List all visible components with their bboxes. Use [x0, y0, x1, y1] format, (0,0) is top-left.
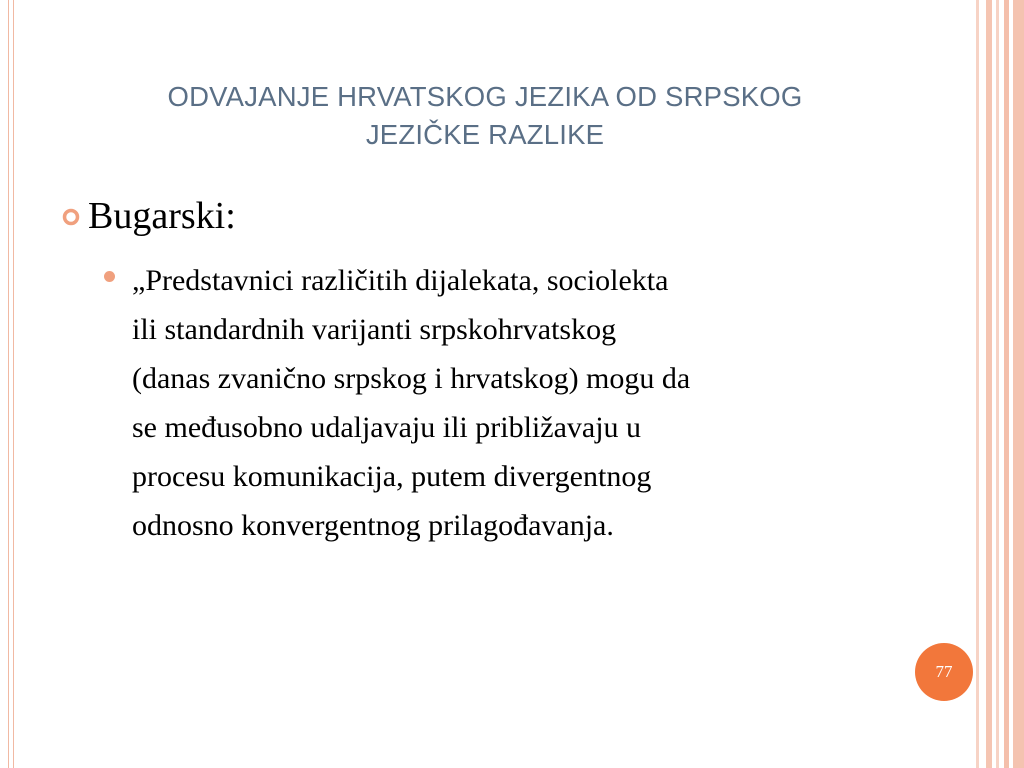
left-border-line-inner	[13, 0, 14, 768]
slide-title-line-2: JEZIČKE RAZLIKE	[365, 119, 605, 150]
quote-line-4: se međusobno udaljavaju ili približavaju u	[132, 411, 642, 444]
slide-title-line-1: ODVAJANJE HRVATSKOG JEZIKA OD SRPSKOG	[167, 81, 803, 112]
heading-bullet-item	[62, 194, 236, 238]
quote-line-1: „Predstavnici različitih dijalekata, sociolekta	[132, 264, 669, 297]
quote-bullet-item	[104, 256, 894, 550]
right-stripe-3	[996, 0, 999, 768]
quote-line-6: odnosno konvergentnog prilagođavanja.	[132, 509, 614, 542]
page-number: 77	[935, 662, 953, 681]
right-stripe-1	[976, 0, 979, 768]
right-stripe-5	[1013, 0, 1024, 768]
left-border-line-outer	[8, 0, 9, 768]
ring-bullet-icon	[62, 208, 80, 226]
slide-title	[70, 78, 900, 154]
right-stripe-4	[1004, 0, 1009, 768]
quote-line-2: ili standardnih varijanti srpskohrvatskog	[132, 313, 617, 346]
heading-text: Bugarski:	[88, 195, 236, 237]
quote-line-3: (danas zvanično srpskog i hrvatskog) mogu da	[132, 362, 691, 395]
dot-bullet-icon	[104, 271, 115, 282]
right-stripe-2	[986, 0, 992, 768]
page-number-badge	[915, 643, 973, 701]
quote-text	[132, 256, 894, 550]
quote-line-5: procesu komunikacija, putem divergentnog	[132, 460, 652, 493]
